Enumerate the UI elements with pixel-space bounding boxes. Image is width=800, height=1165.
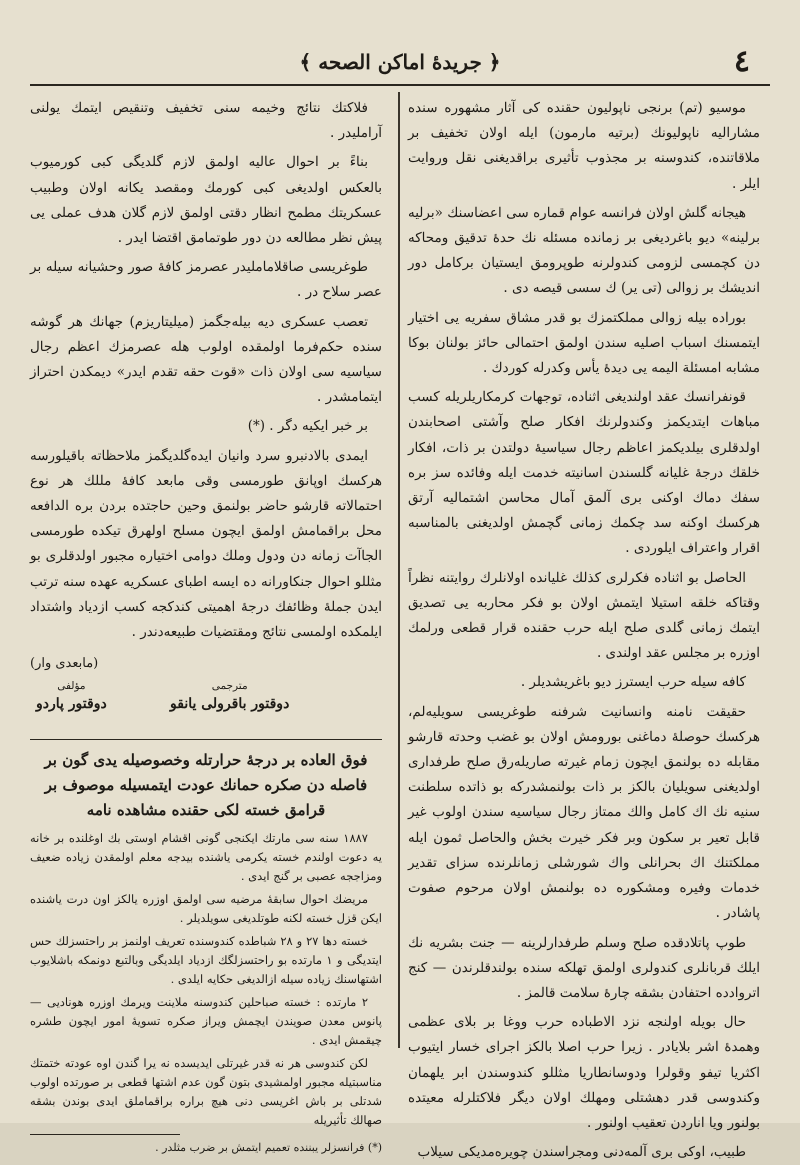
paragraph: حقيقت نامنه وانسانيت شرفنه طوغريسى سويليه‌لم، هركسك حوصلهٔ دماغنى بورومش اولان بو غضب وحدته قارشو مقابله ده بولنمق ايچون زمام غيرته صاريله‌رق صلح طرفدارى اولديغنى سويليان بالكز بر ذات بولنمشدركه بو ذاتده سلطنت سنيه نك اك كامل والك ممتاز رجال سياسيه سندن اولوب غير قابل تعير بر سكون وبر فكر خيرت بخش والحاصل ثمون ايله مملكتنك اك بحرانلى واك شورشلى زمانلرنده سزاى تقدير خدمات وفيره ومشكوره ده بولنمش اولان مرحوم صفوت پاشادر . (408, 703, 760, 922)
case-entry: خسته دها ٢٧ و ٢٨ شباطده كندوسنده تعريف اولنمز بر راحتسزلك حس ايتديگى و ١ مارتده بو راحتسزلگك ازدياد ايلديگى وبالتبع دونمكه باشلايوب اشتهاسنك زياده سيله ازالديغى حكايه ايلدى . (30, 934, 383, 987)
page-number: ٤ (733, 44, 750, 79)
paragraph: طوپ پاتلادقده صلح وسلم طرفدارلرينه — جنت بشريه نك ايلك قربانلرى كندولرى اولمق تهلكه سنده بولندقلرندن — كنج اتروادده احتفادن بشقه چارهٔ سلامت قالمز . (408, 934, 760, 1001)
paragraph: كافه سيله حرب ايسترز ديو باغريشديلر . (520, 674, 746, 691)
paragraph: بر خبر ايكيه دگر . (*) (247, 418, 368, 435)
paragraph: حال بويله اولنجه نزد الاطباده حرب ووغا بر بلاى عظمى وهمدهٔ اشر بلايادر . زيرا حرب اصلا بالكز اجراى خسار ايتيوب اكثريا تيفو وقولرا ودوسانطاريا مثللو كندوسندن ابر يلهمان وكندوسى قدر دهشتلى ومهلك اولان ديگر فلاكتلرله معيتده بولنور ويا اناردن تعقيب اولنور . (408, 1014, 760, 1131)
paragraph: ايمدى بالادنبرو سرد وانيان ايده‌گلديگمز ملاحظاته باقيلورسه هركسك اوپانق طورمسى وقى مابعد كافهٔ مللك هر نوع احتمالاته قارشو حاضر بولنمق وحين حاجتده بردن بره الدافعه محل براقمامش اولمق ايچون مسلح اولهرق تيكده طورمسى الجاآت زمانه دن ودول وملك دوامى اختياره مجبور اولدقلرى بو مثللو احوال جنكاورانه ده ايسه اطباى عسكريه عهده سنه ترتب ايدن جملهٔ وظائفك درجهٔ اهميتى كندكجه كسب ازدياد واشتداد ايلمكده اولمسى نتائج ومقتضيات طبيعه‌دندر . (30, 447, 382, 641)
section-divider (30, 739, 382, 740)
paragraph: قونفرانسك عقد اولنديغى اثناده، توجهات كرمكاريلريله كسب مباهات ايتديكمز وكندولرنك افكار صلح وآشتى اصحابندن اولدقلرى بيلديكمز اعاظم رجال سياسيهٔ دولتدن بر ذات، افكار خلقك درجهٔ غليانه گلسندن اسانيته خدمت ايله وفائده سز بره سفك دماك اوكنى برى آلمق آمال محاسن اشتماليه آرتق هركسك اوكنه سد چكمك زمانى گچمش اولديغنى بالمناسبه اقرار واعتراف ايلوردى . (408, 389, 760, 557)
left-column (30, 96, 383, 1155)
author-block (36, 679, 107, 715)
case-report-title: فوق العاده بر درجهٔ حرارتله وخصوصيله يدى گون بر فاصله دن صكره حمانك عودت ايتمسيله موصوف بر قرامق خسته لكى حقنده مشاهده نامه (44, 751, 368, 820)
paragraph: موسيو (تم) برنجى ناپوليون حقنده كى آثار مشهوره سنده مشاراليه ناپوليونك (برتيه مارمون) ايله اولان تخفيف بر ملاقاتنده، كندوسنه بر مجذوب تأثيرى براقديغنى نقل وروايت ايلر . (408, 100, 760, 192)
journal-title: ﴿ جريدهٔ اماكن الصحه ﴾ (299, 50, 501, 74)
footnote-divider (30, 1134, 180, 1135)
paragraph: طبيب، اوكى برى آلمه‌دنى ومجراسندن چويره‌مديكى سيلاب (417, 1144, 746, 1161)
right-column (408, 96, 760, 1161)
paragraph: بوراده بيله زوالى مملكتمزك بو قدر مشاق سفريه يى اختيار ايتمسنك اسباب اصليه سندن اولمق احتمالى حائز بولنان بوكا مشابه امسئلة اليمه يى ديدهٔ يأس وكدرله كوردك . (408, 309, 760, 377)
article-signature (30, 651, 382, 729)
translator-block (170, 679, 289, 715)
page-header (30, 44, 770, 86)
paragraph: طوغريسى صاقلامامليدر عصرمز كافهٔ صور وحشيانه سيله بر عصر سلاح در . (30, 259, 382, 301)
case-entry: ٢ مارتده : خسته صباحلين كندوسنه ملاينت ويرمك اوزره هوناديى — پانوس معدن صويندن ايچمش ويراز صكره تسويهٔ امور ايچون طشره چيقمش ايدى . (30, 995, 382, 1048)
paragraph: تعصب عسكرى ديه بيله‌جگمز (ميليتاريزم) جهانك هر گوشه سنده حكم‌فرما اولمقده اولوب هله عصرمزك اعظم رجال سياسيه سى اولان ذات «قوت حقه تقدم ايدر» ديمكدن احتراز ايتمامشدر . (30, 313, 382, 406)
author-name: دوقتور پاردو (36, 696, 107, 713)
footnote: (*) فرانسزلر يبننده تعميم ايتمش بر ضرب مثلدر . (155, 1141, 382, 1155)
case-entry: مريضك احوال سابقهٔ مرضيه سى اولمق اوزره يالكز اون درت ياشنده ايكن قزل خسته لكنه طوتلديغى سويلديلر . (30, 892, 382, 926)
paragraph: الحاصل بو اثناده فكرلرى كذلك غليانده اولانلرك روايتنه نظراً وقتاكه خلقه استيلا ايتمش اولان بو فكر محاربه يى تصديق ايتمك زمانى گلدى صلح ايله حرب حقنده قرار قطعى ورلمك اوزره بر مجلس عقد اولندى . (408, 569, 760, 662)
case-entry: لكن كندوسى هر نه قدر غيرتلى ايديسده نه يرا گندن اوه عودته ختمتك مناسبتيله مجبور اولمشيدى بتون گون عدم اشتها قطعى بر صورتده اولوب شدتلى بر باش اغريسى دنى هيچ براره براقماملق ايدى بوندن بشقه صهالك تأثيريله (30, 1056, 382, 1128)
paragraph: هيجانه گلش اولان فرانسه عوام قماره سى اعضاسنك «برليه برلينه» ديو باغرديغى بر زمانده مسئله نك حدۀ تدقيق ومحاكه دن كچمسى لزومى كندولرنه طوپرومق ايستيان بركامل دور انديشك بر زوالى (تى ير) ك سسى قيصه دى . (408, 204, 760, 297)
column-divider (398, 92, 400, 1048)
translator-name: دوقتور باقرولى يانقو (170, 696, 290, 713)
author-role: مؤلفى (57, 680, 86, 693)
translator-role: مترجمى (211, 680, 248, 693)
case-entry: ١٨٨٧ سنه سى مارتك ايكنجى گونى اقشام اوستى بك اوغلنده بر خانه يه دعوت اولندم خسته يكرمى ياشنده بيدجه معلم اولمقدن زياده ضعيف ومزاججه عصبى بر گنج ايدى . (30, 831, 382, 884)
paragraph: فلاكتك نتائج وخيمه سنى تخفيف وتنقيص ايتمك يولنى آرامليدر . (30, 100, 382, 142)
to-be-continued-note: (مابعدى وار) (30, 656, 99, 672)
paragraph: بناءً بر احوال عاليه اولمق لازم گلديگى كبى كورميوب بالعكس اولديغى كبى كورمك ومقصد يكانه اولان وطبيب عسكريتك مطمح انظار دقتى اولمق لازم گلان هدف عملى يى پيش نظر مطالعه دن دور طوتمامق اقتضا ايدر . (30, 154, 382, 247)
